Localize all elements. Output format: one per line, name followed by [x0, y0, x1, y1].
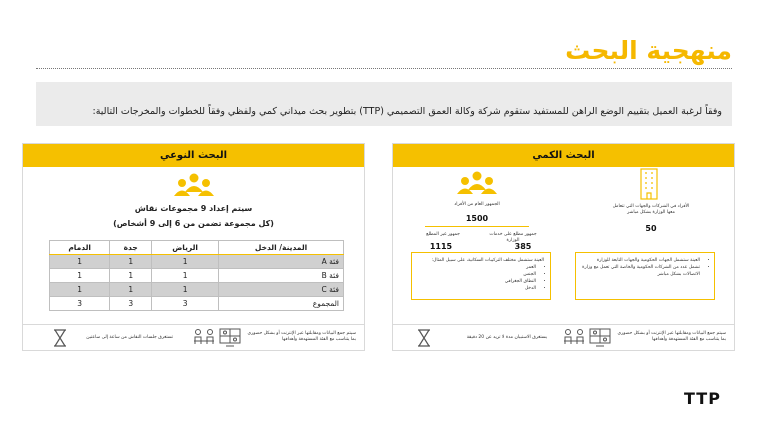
- list-item: • تشمل عدد من الشركات الحكومية والخاصة التي تعمل مع وزارة الاتصالات بشكل مباشر: [582, 264, 700, 278]
- qualitative-footer-duration: تستغرق جلسات النقاش من ساعة إلى ساعتين: [86, 335, 173, 340]
- quantitative-right-box: [575, 252, 715, 300]
- public-label: الجمهور العام من الأفراد: [454, 202, 500, 207]
- gov-label: الأفراد في الشركات والجهات التي تتعامل معها الوزارة بشكل مباشر: [612, 204, 690, 215]
- title-divider: [36, 68, 732, 69]
- split-right-value: 385: [514, 242, 532, 251]
- table-cell: 3: [50, 297, 110, 311]
- split-left-label: جمهور غير المطلع: [426, 232, 460, 237]
- table-cell: 1: [110, 283, 152, 297]
- quantitative-footer-method: سيتم جمع البيانات ومقابلتها عبر الإنترنت أو بشكل حضوري بما يتناسب مع الفئة المستهدفة وأهدافها: [617, 331, 726, 342]
- page-title: منهجية البحث: [565, 36, 732, 65]
- quantitative-panel: [392, 143, 735, 351]
- box-left-list: [418, 264, 544, 292]
- list-item: • العينة ستشمل الجهات الحكومية والجهات التابعة للوزارة: [582, 257, 700, 264]
- focus-groups-table: [49, 240, 344, 311]
- public-value: 1500: [465, 214, 489, 223]
- table-col-header: الدمام: [50, 241, 110, 255]
- table-col-header: جدة: [110, 241, 152, 255]
- table-cell: فئة C: [219, 283, 344, 297]
- table-cell: 1: [50, 283, 110, 297]
- table-cell: 1: [152, 283, 219, 297]
- online-meeting-icon: [219, 328, 241, 348]
- quantitative-header: البحث الكمي: [393, 144, 734, 167]
- table-cell: 1: [152, 269, 219, 283]
- list-item: • الدخل: [418, 285, 536, 292]
- table-cell: 1: [152, 255, 219, 269]
- qualitative-subtitle-1: سيتم إعداد 9 مجموعات نقاش: [134, 204, 253, 213]
- quantitative-footer-duration: يستغرق الاستبيان مدة لا تزيد عن 20 دقيقة: [466, 335, 547, 340]
- table-cell: المجموع: [219, 297, 344, 311]
- hourglass-icon: [53, 329, 67, 347]
- gov-value: 50: [645, 224, 657, 233]
- table-cell: 3: [110, 297, 152, 311]
- table-row: [50, 255, 344, 269]
- qualitative-footer-method: سيتم جمع البيانات ومقابلتها عبر الإنترنت أو بشكل حضوري بما يتناسب مع الفئة المستهدفة وأهدافها: [247, 331, 356, 342]
- qualitative-header: البحث النوعي: [23, 144, 364, 167]
- meeting-people-icon: [193, 328, 215, 348]
- split-left-value: 1115: [429, 242, 453, 251]
- list-item: • العمر: [418, 264, 536, 271]
- list-item: • النطاق الجغرافي: [418, 278, 536, 285]
- table-cell: فئة A: [219, 255, 344, 269]
- table-row: [50, 269, 344, 283]
- split-right-label: جمهور مطلع على خدمات الوزارة: [489, 232, 537, 243]
- building-icon: [639, 168, 659, 200]
- online-meeting-icon: [589, 328, 611, 348]
- list-item: • الجنس: [418, 271, 536, 278]
- table-cell: 3: [152, 297, 219, 311]
- split-bar: [425, 226, 529, 227]
- table-cell: 1: [50, 269, 110, 283]
- qualitative-subtitle-2: (كل مجموعة تضمن من 6 إلى 9 أشخاص): [113, 219, 274, 228]
- hourglass-icon: [417, 329, 431, 347]
- table-col-header: المدينة/ الدخل: [219, 241, 344, 255]
- box-right-list: [582, 257, 708, 278]
- qualitative-panel: [22, 143, 365, 351]
- qualitative-footer: [23, 324, 364, 350]
- people-group-icon: [456, 170, 498, 196]
- ttp-logo: TTP: [684, 389, 721, 408]
- table-cell: 1: [50, 255, 110, 269]
- table-col-header: الرياض: [152, 241, 219, 255]
- table-cell: 1: [110, 255, 152, 269]
- quantitative-left-box: [411, 252, 551, 300]
- people-group-icon: [173, 172, 215, 198]
- table-header-row: [50, 241, 344, 255]
- meeting-people-icon: [563, 328, 585, 348]
- quantitative-footer: [393, 324, 734, 350]
- table-cell: 1: [110, 269, 152, 283]
- table-row: [50, 283, 344, 297]
- intro-text: وفقاً لرغبة العميل بتقييم الوضع الراهن للمستفيد ستقوم شركة وكالة العمق التصميمي (TTP) بتطوير بحث ميداني كمي ولفظي وفقاً للخطوات والمخرجات التالية:: [36, 82, 732, 126]
- table-cell: فئة B: [219, 269, 344, 283]
- box-left-title: العينة ستشمل مختلف التركيبات السكانية، على سبيل المثال:: [431, 258, 544, 263]
- table-row: [50, 297, 344, 311]
